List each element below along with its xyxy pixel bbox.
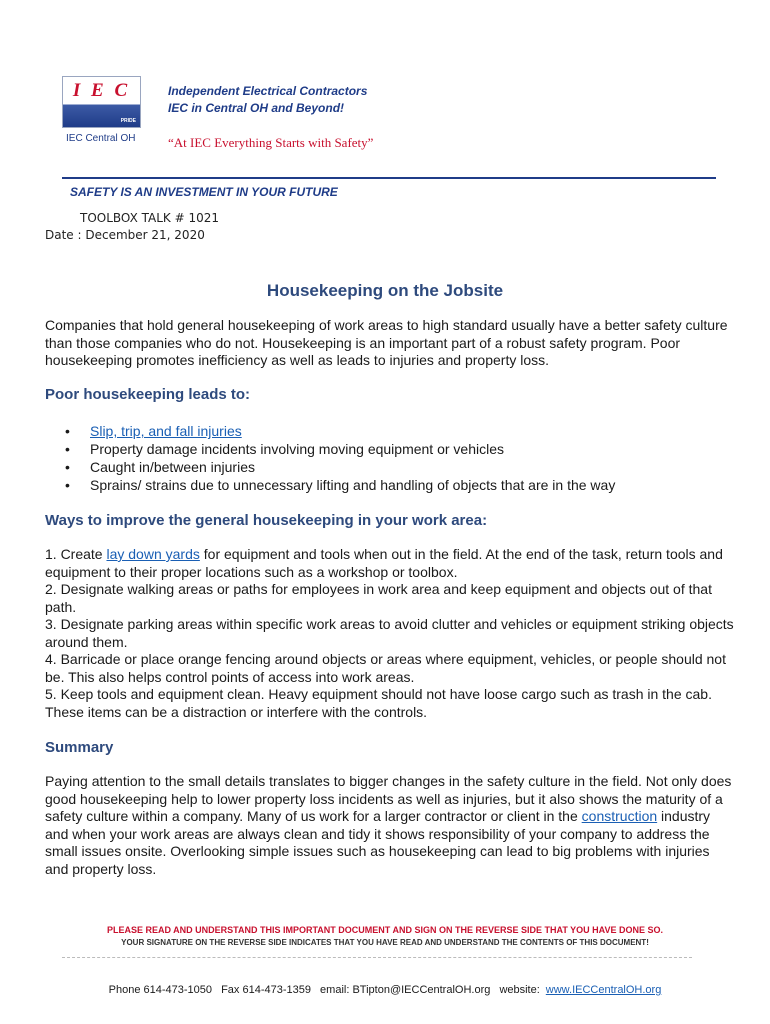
- fax-number: Fax 614-473-1359: [221, 984, 311, 996]
- logo-caption: IEC Central OH: [66, 133, 136, 144]
- motto: “At IEC Everything Starts with Safety”: [168, 135, 374, 150]
- org-name: Independent Electrical Contractors: [168, 84, 368, 98]
- logo-subtext: PRIDE: [120, 118, 136, 124]
- bullet-icon: •: [65, 459, 70, 475]
- way-item-5: 5. Keep tools and equipment clean. Heavy equipment should not have loose cargo such as trash in the cab. These items can be a distraction or interfere with the controls.: [45, 686, 712, 720]
- poor-housekeeping-heading: Poor housekeeping leads to:: [45, 386, 251, 403]
- contact-line: [0, 984, 770, 996]
- bullet-icon: •: [65, 423, 70, 439]
- list-item: [65, 476, 745, 494]
- summary-text: Paying attention to the small details translates to bigger changes in the safety culture in the field. Not only does good housekeeping help to lower property loss incidents as well as injuries, but it also shows the maturity of a safety culture within a company. Many of us work for a larger contractor or client in the: [45, 773, 732, 824]
- way-item-4: 4. Barricade or place orange fencing around objects or areas where equipment, vehicles, or people should not be. This also helps control points of access into work areas.: [45, 651, 726, 685]
- logo-text: I E C: [72, 80, 131, 101]
- signature-notice: PLEASE READ AND UNDERSTAND THIS IMPORTANT DOCUMENT AND SIGN ON THE REVERSE SIDE THAT YOU HAVE DONE SO.: [106, 925, 664, 935]
- ways-to-improve-heading: Ways to improve the general housekeeping in your work area:: [45, 512, 488, 529]
- way-item-1: [45, 546, 735, 581]
- footer-divider: [62, 957, 692, 958]
- email-address: email: BTipton@IECCentralOH.org: [320, 984, 491, 996]
- page-title: Housekeeping on the Jobsite: [266, 281, 504, 300]
- intro-paragraph: Companies that hold general housekeeping of work areas to high standard usually have a better safety culture than those companies who do not. Housekeeping is an important part of a robust safety program. Poor housekeeping promotes inefficiency as well as leads to injuries and property loss.: [45, 317, 728, 368]
- way-item-text: for equipment and tools when out in the field. At the end of the task, return tools and equipment to their proper locations such as a workshop or toolbox.: [45, 546, 723, 580]
- org-subtitle: IEC in Central OH and Beyond!: [168, 101, 345, 115]
- ways-list: [45, 546, 735, 721]
- list-item-text: Caught in/between injuries: [90, 459, 255, 475]
- summary-text: industry and when your work areas are always clean and tidy it shows responsibility of your company to address the small issues onsite. Overlooking simple issues such as housekeeping can lead to big problems with injuries and property loss.: [45, 808, 711, 877]
- way-item-2: 2. Designate walking areas or paths for employees in work area and keep equipment and objects out of that path.: [45, 581, 712, 615]
- website-link[interactable]: www.IECCentralOH.org: [545, 984, 662, 996]
- poor-housekeeping-list: [65, 422, 745, 494]
- bullet-icon: •: [65, 441, 70, 457]
- iec-logo: [62, 76, 141, 128]
- slip-trip-fall-link[interactable]: Slip, trip, and fall injuries: [90, 423, 242, 439]
- list-item-text: Sprains/ strains due to unnecessary lifting and handling of objects that are in the way: [90, 477, 616, 493]
- list-item: [65, 422, 745, 440]
- document-date: Date : December 21, 2020: [45, 228, 205, 242]
- way-item-text: 1. Create: [45, 546, 107, 562]
- list-item-text: Property damage incidents involving moving equipment or vehicles: [90, 441, 504, 457]
- list-item: [65, 440, 745, 458]
- summary-paragraph: [45, 773, 735, 878]
- construction-link[interactable]: construction: [581, 808, 658, 824]
- signature-disclaimer: YOUR SIGNATURE ON THE REVERSE SIDE INDICATES THAT YOU HAVE READ AND UNDERSTAND THE CONTENTS OF THIS DOCUMENT!: [121, 938, 649, 947]
- header-divider: [62, 177, 716, 179]
- way-item-3: 3. Designate parking areas within specific work areas to avoid clutter and vehicles or equipment striking objects around them.: [45, 616, 734, 650]
- phone-number: Phone 614-473-1050: [108, 984, 213, 996]
- toolbox-talk-number: TOOLBOX TALK # 1021: [80, 211, 220, 225]
- list-item: [65, 458, 745, 476]
- tagline: SAFETY IS AN INVESTMENT IN YOUR FUTURE: [70, 185, 338, 199]
- lay-down-yards-link[interactable]: lay down yards: [106, 546, 200, 562]
- summary-heading: Summary: [45, 739, 114, 756]
- bullet-icon: •: [65, 477, 70, 493]
- website-label: website:: [499, 984, 540, 996]
